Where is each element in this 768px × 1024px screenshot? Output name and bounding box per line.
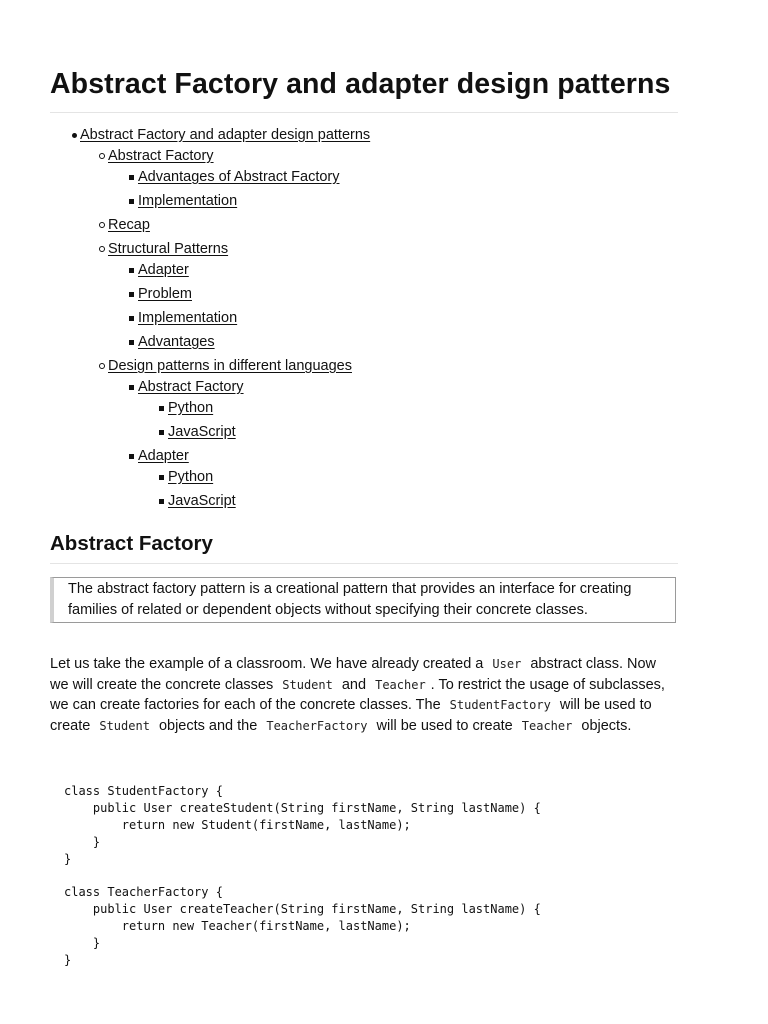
bullet-icon [118, 307, 138, 329]
toc-item [138, 166, 340, 188]
toc-item [138, 190, 237, 212]
paragraph-text: abstract class. Now we will create the concrete classes [50, 656, 657, 693]
document-page [50, 0, 678, 968]
toc-item [138, 331, 215, 353]
bullet-icon [148, 421, 168, 443]
toc-item [168, 466, 213, 488]
inline-code-student-factory: StudentFactory [449, 698, 551, 713]
bullet-icon [60, 124, 80, 146]
bullet-icon [118, 166, 138, 188]
toc-item [138, 376, 244, 398]
toc-link[interactable]: Problem [138, 286, 192, 302]
bullet-icon [88, 145, 108, 167]
toc-link[interactable]: Adapter [138, 262, 189, 278]
definition-text: The abstract factory pattern is a creational pattern that provides an interface for creating families of related or dependent objects without specifying their concrete classes. [68, 581, 632, 618]
paragraph-text: will be used to create [372, 717, 517, 734]
example-paragraph [50, 654, 678, 736]
bullet-icon [118, 259, 138, 281]
bullet-icon [88, 214, 108, 236]
toc-link[interactable]: Abstract Factory and adapter design patterns [80, 127, 371, 143]
toc-link[interactable]: Abstract Factory [138, 379, 244, 395]
paragraph-text: . To restrict the usage of subclasses, we can create factories for each of the concrete classes. The [50, 676, 665, 714]
section-heading: Abstract Factory [50, 530, 678, 564]
inline-code-user: User [492, 657, 522, 671]
page-title: Abstract Factory and adapter design patterns [50, 0, 678, 113]
paragraph-text: objects and the [154, 717, 262, 734]
bullet-icon [88, 238, 108, 260]
toc-link[interactable]: Advantages [138, 334, 215, 350]
bullet-icon [118, 190, 138, 212]
inline-code-teacher: Teacher [375, 677, 426, 692]
paragraph-text: Let us take the example of a classroom. We have already created a [50, 656, 488, 672]
toc-item [108, 355, 352, 377]
bullet-icon [148, 466, 168, 488]
toc-item [138, 307, 237, 329]
bullet-icon [88, 355, 108, 377]
paragraph-text: will be used to create [50, 697, 652, 734]
abstract-factory-section-heading [50, 530, 678, 564]
bullet-icon [148, 397, 168, 419]
inline-code-teacher: Teacher [521, 718, 573, 733]
toc-link[interactable]: Python [168, 400, 214, 416]
toc-link[interactable]: Advantages of Abstract Factory [138, 169, 340, 185]
toc-item [168, 397, 213, 419]
toc-link[interactable]: Implementation [138, 193, 238, 209]
toc-link[interactable]: JavaScript [168, 424, 236, 440]
toc-link[interactable]: Design patterns in different languages [108, 358, 352, 374]
toc-link[interactable]: JavaScript [168, 493, 236, 509]
paragraph-text: objects. [577, 717, 632, 734]
toc-item [108, 238, 228, 260]
toc-item [138, 445, 189, 467]
inline-code-teacher-factory: TeacherFactory [266, 718, 368, 733]
definition-quote [50, 577, 676, 623]
toc-item [168, 490, 236, 512]
toc-item [168, 421, 236, 443]
toc-link[interactable]: Adapter [138, 448, 189, 464]
toc-item [80, 124, 370, 146]
bullet-icon [118, 283, 138, 305]
toc-item [108, 214, 150, 236]
bullet-icon [118, 376, 138, 398]
bullet-icon [148, 490, 168, 512]
paragraph-text: and [337, 676, 371, 693]
toc-link[interactable]: Python [168, 469, 214, 485]
toc-item [138, 259, 189, 281]
code-block: class StudentFactory { public User createStudent(String firstName, String lastName) { return new Student(firstName, lastName); } } class TeacherFactory { public User createTeacher(String firstName, String lastName) { return new Teacher(firstName, lastName); } } [64, 784, 541, 968]
bullet-icon [118, 331, 138, 353]
inline-code-student: Student [99, 718, 150, 733]
toc-link[interactable]: Implementation [138, 310, 238, 326]
toc-item [138, 283, 192, 305]
toc-link[interactable]: Structural Patterns [108, 241, 229, 257]
toc-link[interactable]: Abstract Factory [108, 148, 214, 164]
inline-code-student: Student [282, 677, 333, 692]
bullet-icon [118, 445, 138, 467]
toc-link[interactable]: Recap [108, 217, 150, 233]
toc-item [108, 145, 214, 167]
